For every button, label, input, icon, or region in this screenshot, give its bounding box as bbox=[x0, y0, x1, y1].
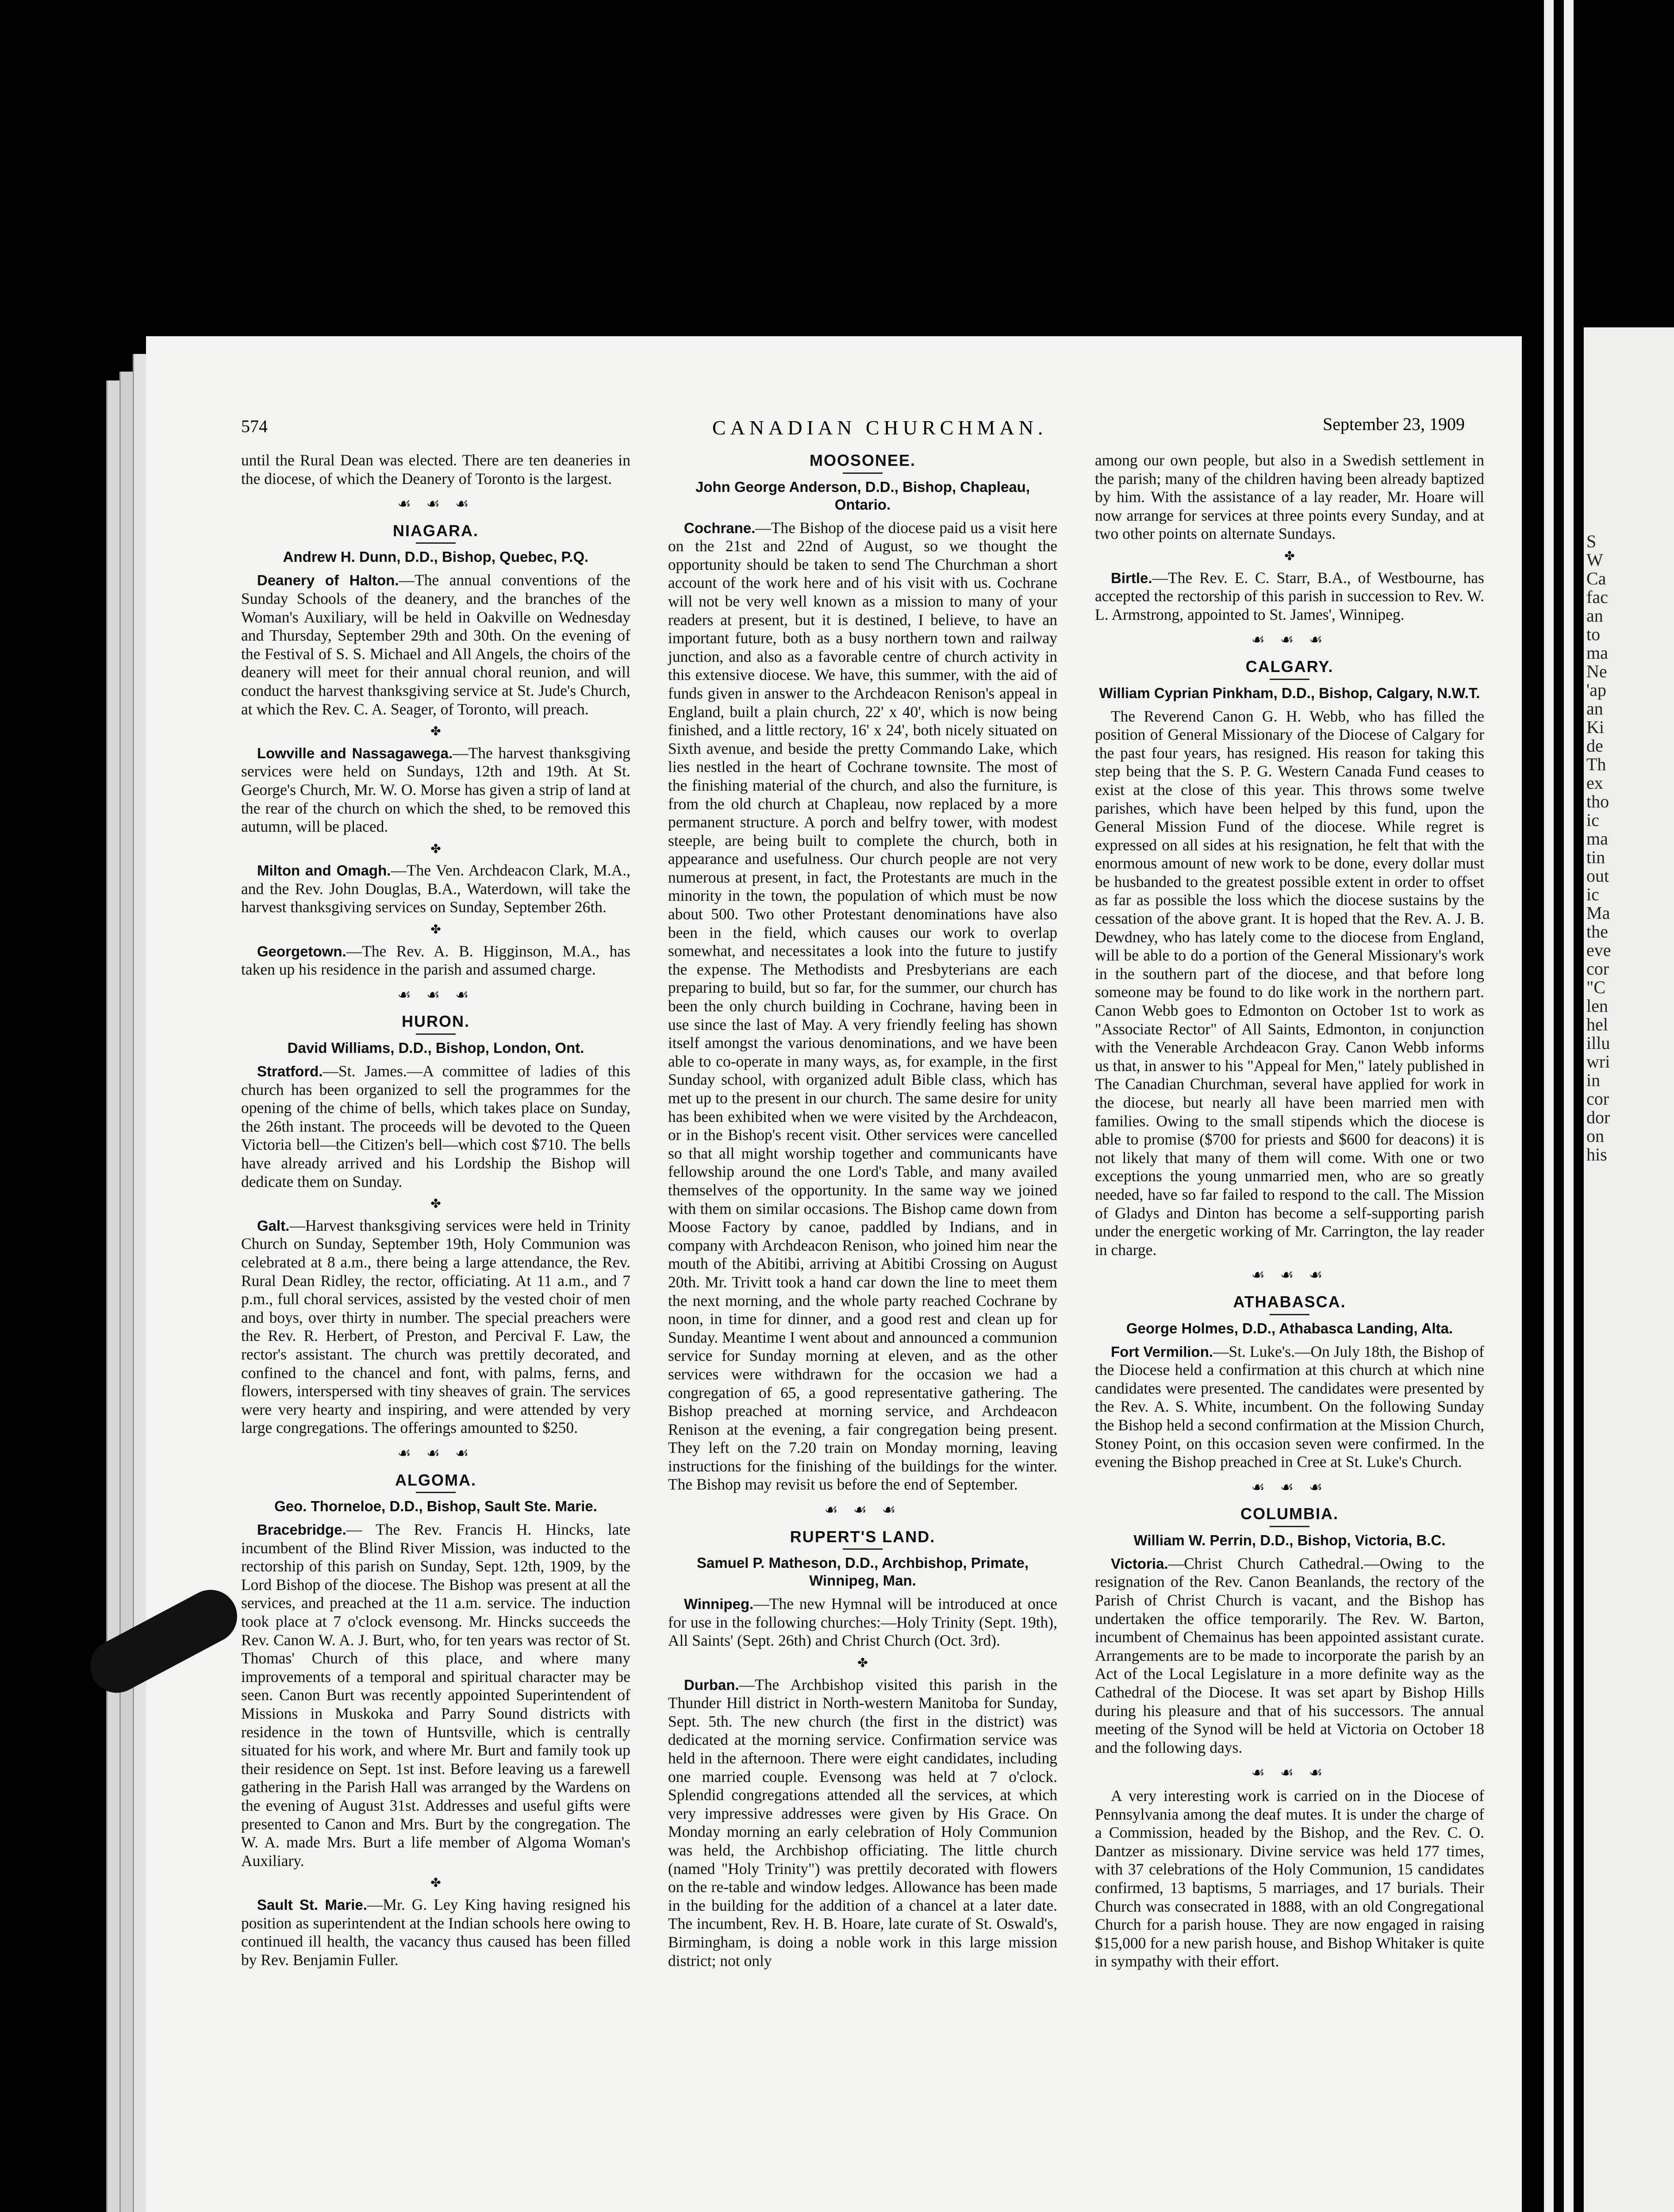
facing-page-text-fragment: len bbox=[1586, 996, 1608, 1016]
facing-page-text-fragment: out bbox=[1586, 866, 1609, 886]
paragraph bbox=[1095, 1555, 1484, 1757]
paragraph bbox=[241, 1062, 630, 1191]
facing-page-text-fragment: Ma bbox=[1586, 903, 1610, 923]
bishop-line: William W. Perrin, D.D., Bishop, Victoria, B.C. bbox=[1133, 1532, 1446, 1548]
paragraph bbox=[241, 861, 630, 917]
section-heading: MOOSONEE. bbox=[809, 451, 916, 469]
facing-page-text-fragment: in bbox=[1586, 1070, 1601, 1090]
paragraph-lead: Birtle. bbox=[1111, 569, 1152, 586]
paragraph-lead: Durban. bbox=[684, 1676, 739, 1693]
paragraph-text: —The new Hymnal will be introduced at once for use in the following churches:—Holy Trinity (Sept. 19th), All Saints' (Sept. 26th) and Christ Church (Oct. 3rd). bbox=[668, 1595, 1057, 1650]
paragraph-text: — The Rev. Francis H. Hincks, late incumbent of the Blind River Mission, was inducted to the rectorship of this parish on Sunday, Sept. 12th, 1909, by the Lord Bishop of the diocese. The Bishop was present at all the services, and preached at the 11 a.m. service. The induction took place at 7 o'clock evensong. Mr. Hincks succeeds the Rev. Canon W. A. J. Burt, who, for ten years was rector of St. Thomas' Church of this place, and where many improvements of a temporal and spiritual character may be seen. Canon Burt was recently appointed Superintendent of Missions in Muskoka and Parry Sound districts with residence in the town of Huntsville, which is centrally situated for his work, and where Mr. Burt and family took up their residence on Sept. 1st inst. Before leaving us a farewell gathering in the Parish Hall was arranged by the Wardens on the evening of August 31st. Addresses and useful gifts were presented to Canon and Mrs. Burt by the congregation. The W. A. made Mrs. Burt a life member of Algoma Woman's Auxiliary. bbox=[241, 1521, 630, 1870]
facing-page-text-fragment: ma bbox=[1586, 829, 1608, 849]
paragraph bbox=[241, 744, 630, 836]
facing-page-text-fragment: an bbox=[1586, 606, 1603, 626]
paragraph-text: —St. Luke's.—On July 18th, the Bishop of the Diocese held a confirmation at this church at which nine candidates were presented. The candidates were presented by the Rev. A. S. White, incumbent. On the following Sunday the Bishop held a second confirmation at the Mission Church, Stoney Point, on this occasion seven were confirmed. In the evening the Bishop preached in Cree at St. Luke's Church. bbox=[1095, 1342, 1484, 1471]
paragraph: The Reverend Canon G. H. Webb, who has filled the position of General Missionary of the Diocese of Calgary for the past four years, has resigned. His reason for taking this step being that the S. P. G. Western Canada Fund ceases to exist at the close of this year. This throws some twelve parishes, which have been helped by this fund, upon the General Mission Fund of the diocese. While regret is expressed on all sides at his resignation, he felt that with the enormous amount of new work to be done, every dollar must be husbanded to the greatest possible extent in order to offset as far as possible the loss which the diocese sustains by the cessation of the above grant. It is hoped that the Rev. A. J. B. Dewdney, who has lately come to the diocese from England, will be able to do a portion of the General Missionary's work in the southern part of the diocese, and that before long someone may be found to do like work in the northern part. Canon Webb goes to Edmonton on October 1st to work as "Associate Rector" of All Saints, Edmonton, in conjunction with the Venerable Archdeacon Gray. Canon Webb informs us that, in answer to his "Appeal for Men," lately published in The Canadian Churchman, several have applied for work in the diocese, but nearly all have been married men with families. Owing to the small stipends which the diocese is able to promise ($700 for priests and $600 for deacons) it is not likely that many of them will come. With one or two exceptions the young unmarried men, who are so greatly needed, have so far failed to respond to the call. The Mission of Gladys and Dinton has become a self-supporting parish under the energetic working of Mr. Carrington, the lay reader in charge. bbox=[1095, 707, 1484, 1259]
section-heading: ALGOMA. bbox=[395, 1471, 476, 1489]
facing-page-text-fragment: ic bbox=[1586, 884, 1599, 904]
page-title: CANADIAN CHURCHMAN. bbox=[712, 416, 1048, 439]
paragraph bbox=[668, 519, 1057, 1494]
column-3 bbox=[1095, 451, 1484, 1971]
paragraph-lead: Bracebridge. bbox=[257, 1521, 346, 1538]
divider bbox=[1270, 1314, 1309, 1315]
paragraph bbox=[241, 1896, 630, 1969]
paragraph: among our own people, but also in a Swedish settlement in the parish; many of the children having been already baptized by him. With the assistance of a lay reader, Mr. Hoare will now arrange for services at three points every Sunday, and at two other points on alternate Sundays. bbox=[1095, 451, 1484, 543]
section-ornament: ☙ ☙ ☙ bbox=[397, 1444, 474, 1462]
paragraph bbox=[668, 1595, 1057, 1650]
section-heading: ATHABASCA. bbox=[1233, 1292, 1346, 1311]
facing-page-text-fragment: dor bbox=[1586, 1107, 1610, 1127]
paragraph-text: —Harvest thanksgiving services were held in Trinity Church on Sunday, September 19th, Holy Communion was celebrated at 8 a.m., there being a large attendance, the Rev. Rural Dean Ridley, the rector, officiating. At 11 a.m., and 7 p.m., full choral services, assisted by the vested choir of men and boys, over thirty in number. The special preachers were the Rev. R. Herbert, of Preston, and Percival F. Law, the rector's assistant. The church was prettily decorated, and confined to the chancel and font, with palms, ferns, and flowers, interspersed with tiny sheaves of grain. The services were very hearty and inspiring, and were attended by very large congregations. The offerings amounted to $250. bbox=[241, 1216, 630, 1437]
facing-page-text-fragment: his bbox=[1586, 1144, 1607, 1164]
facing-page-text-fragment: Ca bbox=[1586, 568, 1606, 588]
divider bbox=[416, 1033, 456, 1035]
paragraph-lead: Sault St. Marie. bbox=[257, 1896, 367, 1913]
facing-page-text-fragment: on bbox=[1586, 1126, 1604, 1146]
bishop-line: Geo. Thorneloe, D.D., Bishop, Sault Ste. Marie. bbox=[274, 1498, 597, 1515]
facing-page-text-fragment: ex bbox=[1586, 773, 1603, 793]
section-ornament: ☙ ☙ ☙ bbox=[1251, 1764, 1328, 1782]
facing-page-text-fragment: eve bbox=[1586, 940, 1611, 960]
divider bbox=[1270, 1526, 1309, 1527]
section-ornament: ☙ ☙ ☙ bbox=[1251, 1266, 1328, 1284]
facing-page-text-fragment: Th bbox=[1586, 754, 1606, 774]
paragraph bbox=[241, 571, 630, 718]
paragraph-lead: Victoria. bbox=[1111, 1555, 1168, 1572]
ornament: ✤ bbox=[430, 1196, 441, 1211]
section-ornament: ☙ ☙ ☙ bbox=[824, 1501, 901, 1519]
paragraph-lead: Fort Vermilion. bbox=[1111, 1343, 1213, 1360]
paragraph-lead: Lowville and Nassagawega. bbox=[257, 745, 453, 761]
ornament: ✤ bbox=[857, 1655, 868, 1671]
facing-page-text-fragment: illu bbox=[1586, 1033, 1610, 1053]
section-ornament: ☙ ☙ ☙ bbox=[397, 495, 474, 513]
divider bbox=[1270, 679, 1309, 680]
ornament: ✤ bbox=[430, 922, 441, 937]
divider bbox=[843, 1548, 883, 1550]
facing-page-text-fragment: to bbox=[1586, 624, 1601, 644]
paragraph bbox=[241, 1217, 630, 1437]
facing-page-text-fragment: tho bbox=[1586, 791, 1609, 811]
facing-page-text-fragment: tin bbox=[1586, 847, 1605, 867]
page-number: 574 bbox=[241, 416, 268, 436]
spine-stripe bbox=[1564, 0, 1574, 2212]
paragraph-lead: Milton and Omagh. bbox=[257, 862, 391, 879]
paragraph bbox=[1095, 569, 1484, 624]
facing-page-text-fragment: Ki bbox=[1586, 717, 1604, 737]
paragraph-lead: Galt. bbox=[257, 1217, 290, 1234]
facing-page-text-fragment: wri bbox=[1586, 1052, 1610, 1071]
section-heading: COLUMBIA. bbox=[1240, 1505, 1339, 1523]
paragraph-text: —The Rev. E. C. Starr, B.A., of Westbourne, has accepted the rectorship of this parish in succession to Rev. W. L. Armstrong, appointed to St. James', Winnipeg. bbox=[1095, 568, 1484, 623]
ornament: ✤ bbox=[430, 724, 441, 739]
bishop-line: David Williams, D.D., Bishop, London, Ont. bbox=[287, 1040, 584, 1056]
facing-page-text-fragment: ic bbox=[1586, 810, 1599, 830]
facing-page-text-fragment: 'ap bbox=[1586, 680, 1606, 700]
paragraph-lead: Cochrane. bbox=[684, 519, 756, 536]
facing-page-text-fragment: cor bbox=[1586, 959, 1609, 979]
facing-page-text-fragment: S bbox=[1586, 531, 1597, 551]
divider bbox=[416, 1492, 456, 1493]
facing-page-text-fragment: de bbox=[1586, 736, 1603, 756]
paragraph-text: —The harvest thanksgiving services were held on Sundays, 12th and 19th. At St. George's Church, Mr. W. O. Morse has given a strip of land at the rear of the church on which the shed, to be removed this autumn, will be placed. bbox=[241, 744, 630, 836]
paragraph-text: —Mr. G. Ley King having resigned his position as superintendent at the Indian schools here owing to continued ill health, the vacancy thus caused has been filled by Rev. Benjamin Fuller. bbox=[241, 1895, 630, 1969]
facing-page-text-fragment: cor bbox=[1586, 1089, 1609, 1109]
section-ornament: ☙ ☙ ☙ bbox=[397, 986, 474, 1004]
bishop-line: George Holmes, D.D., Athabasca Landing, Alta. bbox=[1126, 1320, 1453, 1336]
section-heading: CALGARY. bbox=[1245, 657, 1334, 676]
facing-page-text-fragment: "C bbox=[1586, 977, 1606, 997]
paragraph bbox=[241, 1521, 630, 1870]
paragraph-lead: Deanery of Halton. bbox=[257, 572, 399, 589]
paragraph-text: —The Ven. Archdeacon Clark, M.A., and the Rev. John Douglas, B.A., Waterdown, will take the harvest thanksgiving services on Sunday, September 26th. bbox=[241, 861, 631, 916]
column-2 bbox=[668, 451, 1057, 1970]
facing-page-text-fragment: W bbox=[1586, 550, 1603, 570]
section-ornament: ☙ ☙ ☙ bbox=[1251, 1478, 1328, 1496]
facing-page-text-fragment: an bbox=[1586, 699, 1603, 718]
paragraph bbox=[1095, 1343, 1484, 1471]
paragraph-lead: Stratford. bbox=[257, 1063, 323, 1080]
paragraph bbox=[668, 1676, 1057, 1970]
paragraph-text: —The Rev. A. B. Higginson, M.A., has taken up his residence in the parish and assumed charge. bbox=[241, 942, 630, 979]
paragraph bbox=[241, 942, 630, 979]
paragraph-text: —The annual conventions of the Sunday Schools of the deanery, and the branches of the Woman's Auxiliary, will be held in Oakville on Wednesday and Thursday, September 29th and 30th. On the evening of the Festival of S. S. Michael and All Angels, the choirs of the deanery will meet for their annual choral reunion, and will conduct the harvest thanksgiving service at St. Jude's Church, at which the Rev. C. A. Seager, of Toronto, will preach. bbox=[241, 571, 630, 718]
facing-page-text-fragment: fac bbox=[1586, 587, 1608, 607]
page-date: September 23, 1909 bbox=[1323, 414, 1465, 434]
paragraph-text: —Christ Church Cathedral.—Owing to the resignation of the Rev. Canon Beanlands, the rectory of the Parish of Christ Church is vacant, and the Bishop has undertaken the office temporarily. The Rev. W. Barton, incumbent of Chemainus has been appointed assistant curate. Arrangements are to be made to incorporate the parish by an Act of the Local Legislature in a more definite way as the Cathedral of the Diocese. It was set apart by Bishop Hills during his pleasure and that of his successors. The annual meeting of the Synod will be held at Victoria on October 18 and the following days. bbox=[1095, 1554, 1484, 1756]
section-heading: RUPERT'S LAND. bbox=[790, 1527, 936, 1546]
spine-stripe bbox=[1544, 0, 1554, 2212]
bishop-line: John George Anderson, D.D., Bishop, Chapleau, Ontario. bbox=[695, 478, 1030, 513]
facing-page-text-fragment: hel bbox=[1586, 1014, 1608, 1034]
ornament: ✤ bbox=[430, 841, 441, 856]
section-ornament: ☙ ☙ ☙ bbox=[1251, 631, 1328, 649]
paragraph-lead: Georgetown. bbox=[257, 943, 346, 960]
paragraph-lead: Winnipeg. bbox=[684, 1596, 754, 1613]
bishop-line: Samuel P. Matheson, D.D., Archbishop, Primate, Winnipeg, Man. bbox=[696, 1555, 1029, 1589]
bishop-line: William Cyprian Pinkham, D.D., Bishop, Calgary, N.W.T. bbox=[1099, 684, 1480, 701]
facing-page-text-fragment: the bbox=[1586, 922, 1608, 941]
ornament: ✤ bbox=[1284, 548, 1295, 563]
facing-page-text-fragment: ma bbox=[1586, 643, 1608, 663]
paragraph-text: —The Archbishop visited this parish in the Thunder Hill district in North-western Manitoba for Sunday, Sept. 5th. The new church (the first in the district) was dedicated at the morning service. Confirmation service was held in the afternoon. There were eight candidates, including one married couple. Evensong was held at 7 o'clock. Splendid congregations attended all the services, at which very impressive addresses were given by His Grace. On Monday morning an early celebration of Holy Communion was held, the Archbishop officiating. The little church (named "Holy Trinity") was prettily decorated with flowers on the re-table and window ledges. Allowance has been made in the building for the addition of a chancel at a later date. The incumbent, Rev. H. B. Hoare, late curate of St. Oswald's, Birmingham, is doing a noble work in this large mission district; not only bbox=[668, 1675, 1057, 1970]
column-1 bbox=[241, 451, 630, 1969]
bishop-line: Andrew H. Dunn, D.D., Bishop, Quebec, P.Q. bbox=[283, 549, 589, 565]
facing-page-text-fragment: Ne bbox=[1586, 661, 1607, 681]
paragraph: A very interesting work is carried on in the Diocese of Pennsylvania among the deaf mutes. It is under the charge of a Commission, headed by the Bishop, and the Rev. C. O. Dantzer as missionary. Divine service was held 177 times, with 37 celebrations of the Holy Communion, 15 candidates confirmed, 13 baptisms, 5 marriages, and 17 burials. Their Church was consecrated in 1888, with an old Congregational Church for a parish house. They are now engaged in raising $15,000 for a new parish house, and Bishop Whitaker is quite in sympathy with their effort. bbox=[1095, 1787, 1484, 1970]
divider bbox=[843, 472, 883, 474]
divider bbox=[416, 542, 456, 544]
section-heading: HURON. bbox=[402, 1012, 470, 1031]
paragraph-text: —The Bishop of the diocese paid us a visit here on the 21st and 22nd of August, so we thought the opportunity should be taken to send The Churchman a short account of the work here and of his visit with us. Cochrane will not be very well known as a mission to many of your readers at present, but it is destined, I believe, to have an important future, both as a busy northern town and railway junction, and also as a favorable centre of church activity in this extensive diocese. We have, this summer, with the aid of funds given in answer to the Archdeacon Renison's appeal in England, built a plain church, 22' x 40', which is now being finished, and a little rectory, 16' x 24', both nicely situated on Sixth avenue, and beside the pretty Commando Lake, which lies nestled in the heart of Cochrane townsite. The most of the finishing material of the church, and also the furniture, is from the old church at Chapleau, now replaced by a more permanent structure. A porch and belfry tower, with modest steeple, are being built to complete the church, both in appearance and usefulness. Our church people are not very numerous at present, in fact, the Protestants are much in the minority in the town, the population of which must be now about 500. Two other Protestant denominations have also been in the field, which causes our work to overlap somewhat, and necessitates a look into the future to justify the expense. The Methodists and Presbyterians are each preparing to build, but so far, for the summer, our church has been the only church building in Cochrane, having been in use since the last of May. A very friendly feeling has shown itself amongst the various denominations, and we have been able to co-operate in many ways, as, for example, in the first Sunday school, with organized adult Bible class, which has met up to the present in our church. The same desire for unity has been exhibited when we were visited by the Archdeacon, or in the Bishop's recent visit. Other services were cancelled so that all might worship together and communicants have fellowship around the one Lord's Table, and many availed themselves of the opportunity. In the same way we joined with them on similar occasions. The Bishop came down from Moose Factory by canoe, paddled by Indians, and in company with Archdeacon Renison, who joined him near the mouth of the Abitibi, arriving at Abitibi Crossing on August 20th. Mr. Trivitt took a hand car down the line to meet them the next morning, and the whole party reached Cochrane by noon, in time for dinner, and a good rest and clean up for Sunday. Meantime I went about and announced a communion service for Sunday morning at eleven, and as the other services were withdrawn for the occasion we had a congregation of 65, a good representative gathering. The Bishop preached at morning service, and Archdeacon Renison at the evening, a fair congregation being present. They left on the 7.20 train on Monday morning, leaving instructions for the finishing of the buildings for the winter. The Bishop may revisit us before the end of September. bbox=[668, 518, 1057, 1494]
paragraph: until the Rural Dean was elected. There are ten deaneries in the diocese, of which the Deanery of Toronto is the largest. bbox=[241, 451, 630, 488]
section-heading: NIAGARA. bbox=[393, 521, 479, 540]
facing-page-fragment bbox=[1584, 327, 1674, 2212]
ornament: ✤ bbox=[430, 1875, 441, 1890]
paragraph-text: —St. James.—A committee of ladies of this church has been organized to sell the programmes for the opening of the chime of bells, which takes place on Sunday, the 26th instant. The proceeds will be devoted to the Queen Victoria bell—the Citizen's bell—which cost $710. The bells have already arrived and his Lordship the Bishop will dedicate them on Sunday. bbox=[241, 1062, 630, 1190]
